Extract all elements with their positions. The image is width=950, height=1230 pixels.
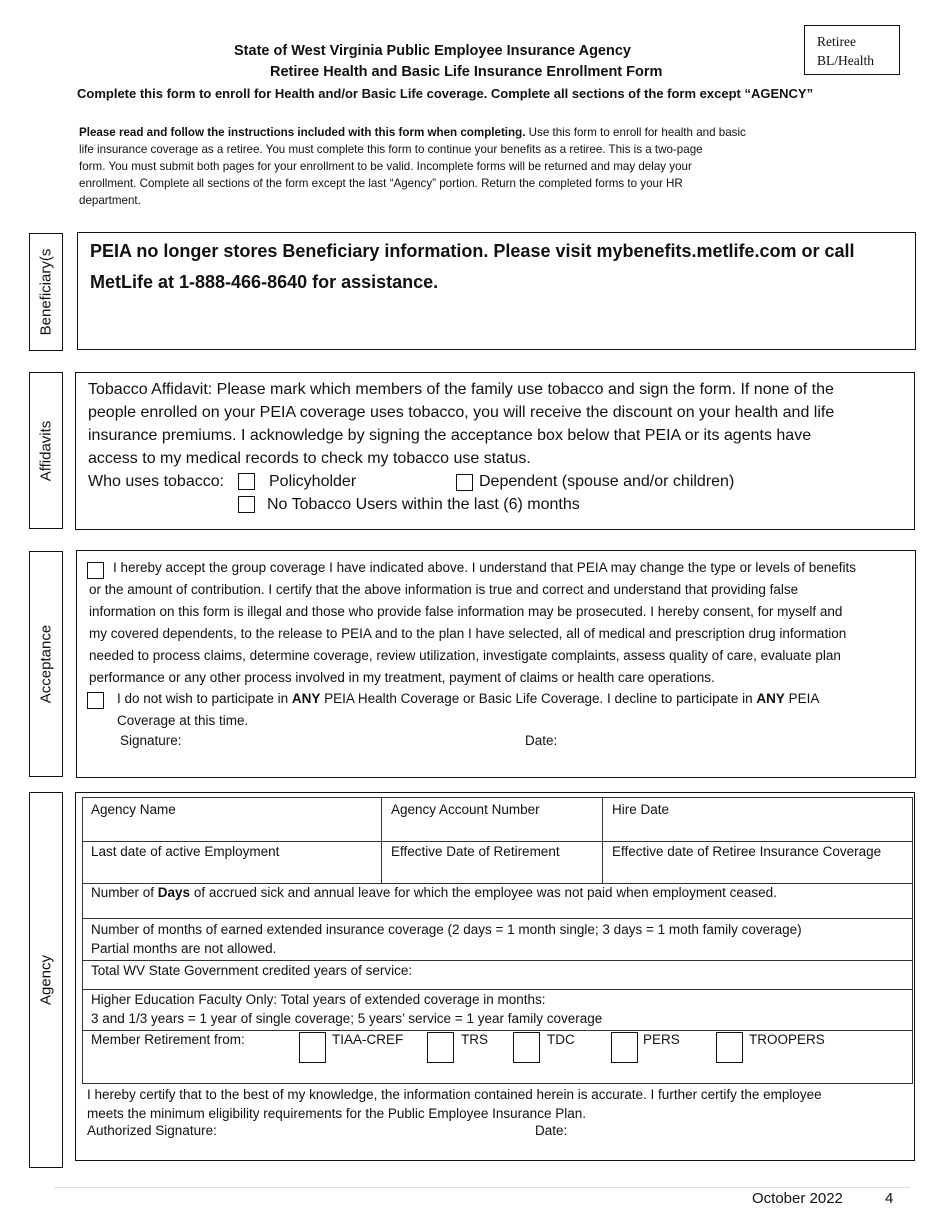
who-uses-tobacco-label: Who uses tobacco: — [88, 473, 225, 490]
acceptance-side-tab — [29, 551, 63, 777]
instructions-line4: enrollment. Complete all sections of the form except the last “Agency” portion. Return the completed forms to your HR — [79, 177, 683, 190]
member-retirement-label: Member Retirement from: — [91, 1032, 245, 1047]
beneficiary-box — [77, 232, 916, 350]
extended-months-field[interactable] — [91, 920, 802, 958]
affidavit-line4: access to my medical records to check my tobacco use status. — [88, 450, 531, 467]
no-tobacco-label: No Tobacco Users within the last (6) months — [267, 496, 580, 513]
acceptance-line2: or the amount of contribution. I certify that the above information is true and correct and understand that providing false — [89, 582, 799, 597]
instructions-line5: department. — [79, 194, 141, 207]
acceptance-line3: information on this form is illegal and those who provide false information may be prosecuted. I hereby consent, for myself and — [89, 604, 843, 619]
days-bold: Days — [157, 885, 191, 900]
faculty-coverage-field[interactable] — [91, 990, 602, 1028]
troopers-label: TROOPERS — [749, 1032, 825, 1047]
faculty-line1: Higher Education Faculty Only: Total years of extended coverage in months: — [91, 992, 546, 1007]
certification-text — [87, 1085, 822, 1123]
policyholder-checkbox[interactable] — [238, 473, 255, 490]
affidavit-text — [88, 378, 834, 470]
acceptance-box — [76, 550, 916, 778]
affidavit-line2: people enrolled on your PEIA coverage uses tobacco, you will receive the discount on your health and life — [88, 404, 835, 421]
form-subtitle: Complete this form to enroll for Health and/or Basic Life coverage. Complete all sections of the form except “AGENCY” — [77, 86, 814, 101]
acceptance-line5: needed to process claims, determine coverage, review utilization, investigate complaints, assess quality of care, evaluate plan — [89, 648, 841, 663]
grid-col-line-1 — [381, 797, 382, 883]
instructions-line3: form. You must submit both pages for your enrollment to be valid. Incomplete forms will be returned and may delay your — [79, 160, 692, 173]
days-part-a: Number of — [91, 885, 158, 900]
date-label: Date: — [525, 733, 558, 748]
agency-account-number-field[interactable]: Agency Account Number — [391, 802, 540, 817]
affidavit-line1: Tobacco Affidavit: Please mark which members of the family use tobacco and sign the form. If none of the — [88, 381, 834, 398]
instructions-line2: life insurance coverage as a retiree. You must complete this form to continue your benefits as a retiree. This is a two-page — [79, 143, 703, 156]
decline-line2: Coverage at this time. — [117, 713, 249, 728]
grid-top-line — [82, 797, 912, 798]
affidavit-line3: insurance premiums. I acknowledge by signing the acceptance box below that PEIA or its agents have — [88, 427, 812, 444]
signature-label: Signature: — [120, 733, 182, 748]
grid-right-line — [912, 797, 913, 1084]
trs-label: TRS — [461, 1032, 488, 1047]
pers-label: PERS — [643, 1032, 680, 1047]
months-line2: Partial months are not allowed. — [91, 941, 277, 956]
effective-retiree-coverage-field[interactable]: Effective date of Retiree Insurance Coverage — [612, 844, 882, 859]
acceptance-line4: my covered dependents, to the release to PEIA and to the plan I have selected, all of medical and prescription drug information — [89, 626, 847, 641]
badge-line1: Retiree — [817, 34, 856, 49]
last-date-employment-field[interactable]: Last date of active Employment — [91, 844, 280, 859]
grid-row-line-1 — [82, 841, 912, 842]
instructions-lead: Please read and follow the instructions included with this form when completing. — [79, 126, 526, 139]
form-type-badge — [804, 25, 900, 75]
agency-side-tab — [29, 792, 63, 1168]
tdc-checkbox[interactable] — [513, 1032, 540, 1063]
agency-name-field[interactable]: Agency Name — [91, 802, 176, 817]
authorized-signature-label: Authorized Signature: — [87, 1123, 217, 1138]
decline-line1 — [117, 688, 819, 710]
grid-row-line-3 — [82, 918, 912, 919]
decline-part-a: I do not wish to participate in — [117, 691, 292, 706]
affidavits-side-tab — [29, 372, 63, 529]
days-part-c: of accrued sick and annual leave for which the employee was not paid when employment ceased. — [190, 885, 777, 900]
acceptance-text — [89, 557, 856, 689]
tiaa-cref-checkbox[interactable] — [299, 1032, 326, 1063]
footer-date: October 2022 — [752, 1190, 843, 1207]
decline-part-b: PEIA Health Coverage or Basic Life Coverage. I decline to participate in — [320, 691, 757, 706]
grid-row-line-7 — [82, 1083, 912, 1084]
agency-box — [75, 792, 915, 1161]
pers-checkbox[interactable] — [611, 1032, 638, 1063]
footer-divider — [54, 1187, 910, 1188]
faculty-line2: 3 and 1/3 years = 1 year of single coverage; 5 years’ service = 1 year family coverage — [91, 1011, 603, 1026]
instructions — [79, 124, 809, 209]
acceptance-line6: performance or any other process involved in my treatment, payment of claims or health care operations. — [89, 670, 715, 685]
decline-text — [117, 688, 819, 732]
grid-row-line-6 — [82, 1030, 912, 1031]
badge-line2: BL/Health — [817, 53, 874, 68]
service-years-field[interactable]: Total WV State Government credited years of service: — [91, 963, 413, 978]
tdc-label: TDC — [547, 1032, 575, 1047]
effective-retirement-field[interactable]: Effective Date of Retirement — [391, 844, 560, 859]
decline-part-c: PEIA — [784, 691, 820, 706]
instructions-line1: Use this form to enroll for health and basic — [528, 126, 746, 139]
policyholder-label: Policyholder — [269, 473, 357, 490]
months-line1: Number of months of earned extended insurance coverage (2 days = 1 month single; 3 days = 1 moth family coverage) — [91, 922, 802, 937]
beneficiary-line2: MetLife at 1-888-466-8640 for assistance. — [90, 272, 439, 292]
beneficiary-side-tab — [29, 233, 63, 351]
accrued-days-field[interactable] — [91, 885, 777, 900]
acceptance-line1: I hereby accept the group coverage I have indicated above. I understand that PEIA may change the type or levels of benefits — [113, 560, 856, 575]
grid-row-line-4 — [82, 960, 912, 961]
acceptance-side-label: Acceptance — [37, 624, 55, 704]
no-tobacco-checkbox[interactable] — [238, 496, 255, 513]
agency-side-label: Agency — [37, 954, 55, 1006]
form-title: Retiree Health and Basic Life Insurance Enrollment Form — [270, 64, 663, 80]
tiaa-cref-label: TIAA-CREF — [332, 1032, 404, 1047]
decline-coverage-checkbox[interactable] — [87, 692, 104, 709]
beneficiary-line1: PEIA no longer stores Beneficiary information. Please visit mybenefits.metlife.com or call — [90, 241, 855, 261]
troopers-checkbox[interactable] — [716, 1032, 743, 1063]
agency-title: State of West Virginia Public Employee Insurance Agency — [234, 43, 631, 59]
grid-row-line-2 — [82, 883, 912, 884]
certify-line2: meets the minimum eligibility requirements for the Public Employee Insurance Plan. — [87, 1106, 586, 1121]
trs-checkbox[interactable] — [427, 1032, 454, 1063]
certify-line1: I hereby certify that to the best of my knowledge, the information contained herein is accurate. I further certify the employee — [87, 1087, 822, 1102]
affidavits-side-label: Affidavits — [37, 420, 55, 481]
decline-any-2: ANY — [756, 691, 785, 706]
grid-col-line-2 — [602, 797, 603, 883]
dependent-label: Dependent (spouse and/or children) — [479, 473, 735, 490]
decline-any-1: ANY — [291, 691, 321, 706]
beneficiary-side-label: Beneficiary(s — [37, 248, 55, 336]
agency-date-label: Date: — [535, 1123, 568, 1138]
hire-date-field[interactable]: Hire Date — [612, 802, 670, 817]
page-number: 4 — [885, 1190, 894, 1207]
dependent-checkbox[interactable] — [456, 474, 473, 491]
affidavits-box — [75, 372, 915, 530]
